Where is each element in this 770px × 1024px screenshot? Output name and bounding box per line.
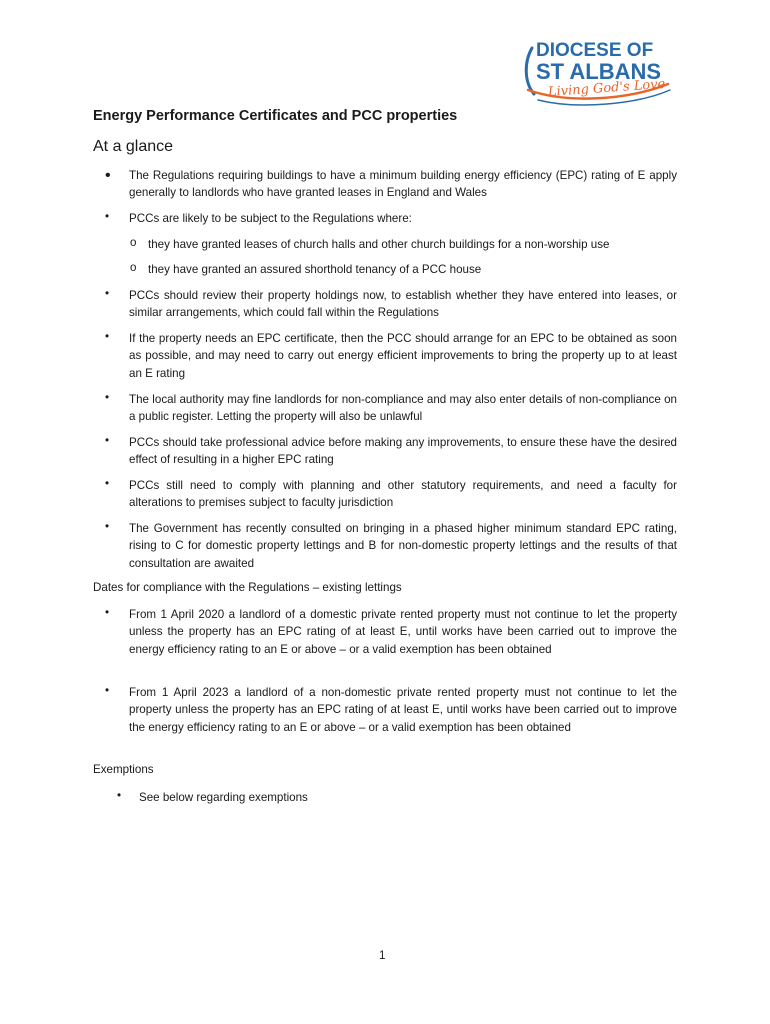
bullet-icon: • xyxy=(105,391,110,404)
list-item xyxy=(105,330,677,382)
section-heading-exemptions: Exemptions xyxy=(93,763,154,776)
list-item xyxy=(105,520,677,572)
list-item-text: See below regarding exemptions xyxy=(139,791,308,804)
list-item xyxy=(105,434,677,469)
diocese-logo xyxy=(518,40,674,108)
list-item-text: If the property needs an EPC certificate, then the PCC should arrange for an EPC to be obtained as soon as possible, and may need to carry out energy efficient improvements to bring the property up to at least an E rating xyxy=(129,332,677,380)
bullet-icon: • xyxy=(105,167,111,184)
list-item-text: From 1 April 2020 a landlord of a domestic private rented property must not continue to let the property unless the property has an EPC rating of at least E, until works have been carried out to improve the energy efficiency rating to an E or above – or a valid exemption has been obtained xyxy=(129,608,677,656)
list-item xyxy=(105,477,677,512)
list-item xyxy=(105,287,677,322)
bullet-icon: • xyxy=(105,434,110,447)
bullet-icon: • xyxy=(105,210,110,223)
list-item xyxy=(105,167,677,202)
sub-list-item-text: they have granted leases of church halls and other church buildings for a non-worship use xyxy=(148,238,610,251)
section-heading-at-a-glance: At a glance xyxy=(93,138,174,155)
list-item-text: PCCs still need to comply with planning and other statutory requirements, and need a faculty for alterations to premises subject to faculty jurisdiction xyxy=(129,479,677,510)
list-item-text: From 1 April 2023 a landlord of a non-domestic private rented property must not continue to let the property unless the property has an EPC rating of at least E, until works have been carried out to improve the energy efficiency rating to an E or above – or a valid exemption has been obtained xyxy=(129,686,677,734)
list-item-text: PCCs should take professional advice before making any improvements, to ensure these have the desired effect of resulting in a higher EPC rating xyxy=(129,436,677,467)
list-item xyxy=(105,684,677,736)
bullet-icon: • xyxy=(105,606,110,619)
bullet-icon: • xyxy=(105,287,110,300)
list-item-text: The local authority may fine landlords for non-compliance and may also enter details of non-compliance on a public register. Letting the property will also be unlawful xyxy=(129,393,677,424)
sub-bullet-icon: o xyxy=(130,236,137,249)
bullet-icon: • xyxy=(105,684,110,697)
bullet-icon: • xyxy=(105,330,110,343)
sub-list-item xyxy=(130,236,678,253)
list-item-text: PCCs are likely to be subject to the Regulations where: xyxy=(129,212,412,225)
document-title: Energy Performance Certificates and PCC properties xyxy=(93,108,458,124)
list-item xyxy=(117,789,669,806)
list-item xyxy=(105,391,677,426)
logo-tagline: Living God's Love xyxy=(547,76,666,100)
section-heading-dates: Dates for compliance with the Regulations – existing lettings xyxy=(93,581,402,594)
list-item xyxy=(105,606,677,658)
sub-list-item-text: they have granted an assured shorthold tenancy of a PCC house xyxy=(148,263,482,276)
logo-line1: DIOCESE OF xyxy=(536,40,654,61)
sub-bullet-icon: o xyxy=(130,261,137,274)
bullet-icon: • xyxy=(117,789,122,802)
glance-list xyxy=(105,167,677,202)
logo-line2: ST ALBANS xyxy=(536,59,662,84)
sub-list-item xyxy=(130,261,678,278)
page-number: 1 xyxy=(379,949,386,962)
list-item-text: The Government has recently consulted on bringing in a phased higher minimum standard EPC rating, rising to C for domestic property lettings and B for non-domestic property lettings and the results of that consultation are awaited xyxy=(129,522,677,570)
bullet-icon: • xyxy=(105,477,110,490)
glance-list-item-2 xyxy=(105,210,677,227)
list-item-text: PCCs should review their property holdings now, to establish whether they have entered into leases, or similar arrangements, which could fall within the Regulations xyxy=(129,289,677,320)
bullet-icon: • xyxy=(105,520,110,533)
list-item-text: The Regulations requiring buildings to have a minimum building energy efficiency (EPC) rating of E apply generally to landlords who have granted leases in England and Wales xyxy=(129,169,677,200)
